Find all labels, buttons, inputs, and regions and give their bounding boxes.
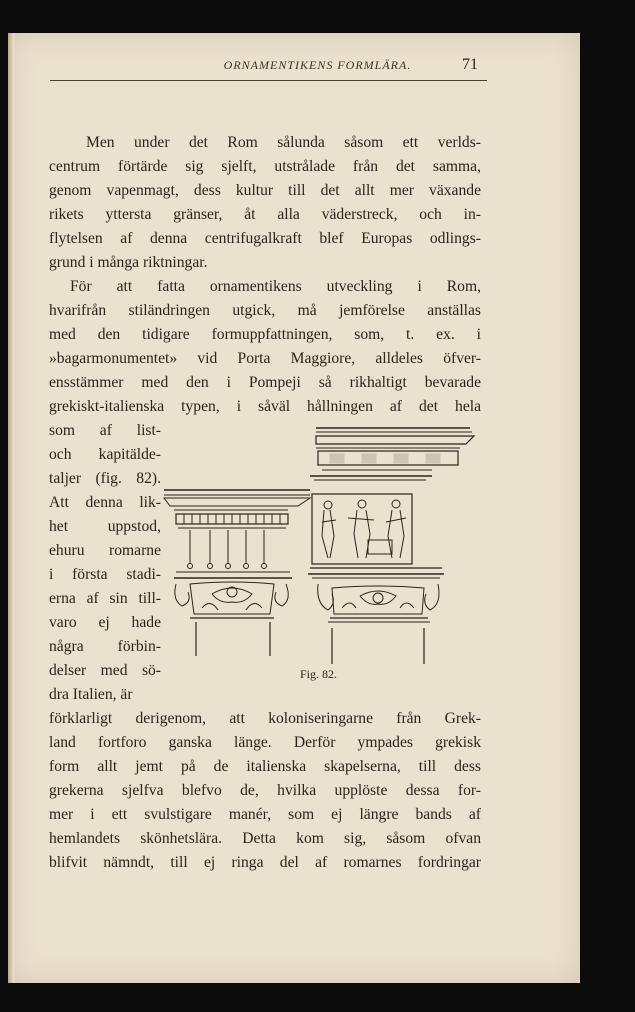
text-line: flytelsen af denna centrifugalkraft blef Europas odlings- xyxy=(49,230,481,247)
text-line: rikets yttersta gränser, åt alla väderstreck, och in- xyxy=(49,206,481,223)
text-line: Men under det Rom sålunda såsom ett verlds- xyxy=(86,134,481,151)
text-line: blifvit nämndt, till ej ringa del af romarnes fordringar xyxy=(49,854,481,871)
text-line: form allt jemt på de italienska skapelserna, till dess xyxy=(49,758,481,775)
text-line-narrow: som af list- xyxy=(49,422,161,439)
text-line-narrow: i första stadi- xyxy=(49,566,161,583)
right-entablature-drawing xyxy=(308,428,474,664)
text-line: ensstämmer med den i Pompeji så rikhaltigt bevarade xyxy=(49,374,481,391)
left-entablature-drawing xyxy=(164,490,310,656)
text-line: grund i många riktningar. xyxy=(49,254,208,271)
text-line: För att fatta ornamentikens utveckling i Rom, xyxy=(70,278,481,295)
text-line-narrow: taljer (fig. 82). xyxy=(49,470,161,487)
text-line-narrow: erna af sin till- xyxy=(49,590,161,607)
text-line-narrow: och kapitälde- xyxy=(49,446,161,463)
text-line: hvarifrån stiländringen utgick, må jemförelse anställas xyxy=(49,302,481,319)
page-spine-shadow xyxy=(8,33,14,983)
text-line: med den tidigare formuppfattningen, som, t. ex. i xyxy=(49,326,481,343)
text-line-narrow: dra Italien, är xyxy=(49,686,133,703)
text-line: förklarligt derigenom, att koloniseringarne från Grek- xyxy=(49,710,481,727)
text-line-narrow: delser med sö- xyxy=(49,662,161,679)
running-title: ORNAMENTIKENS FORMLÄRA. xyxy=(223,58,412,72)
text-line: grekiskt-italienska typen, i såväl hållningen af det hela xyxy=(49,398,481,415)
text-line: hemlandets skönhetslära. Detta kom sig, såsom ofvan xyxy=(49,830,481,847)
text-line: mer i ett svulstigare manér, som ej längre bands af xyxy=(49,806,481,823)
text-line-narrow: Att denna lik- xyxy=(49,494,161,511)
text-line-narrow: varo ej hade xyxy=(49,614,161,631)
header-rule xyxy=(50,80,487,81)
text-line: »bagarmonumentet» vid Porta Maggiore, alldeles öfver- xyxy=(49,350,481,367)
text-line-narrow: några förbin- xyxy=(49,638,161,655)
text-line: land fortforo ganska länge. Derför ympades grekisk xyxy=(49,734,481,751)
figure-caption: Fig. 82. xyxy=(300,667,338,681)
text-line: centrum förtärde sig sjelft, utstrålade från det samma, xyxy=(49,158,481,175)
figure-82-illustration xyxy=(160,418,480,690)
text-line: genom vapenmagt, dess kultur till det allt mer växande xyxy=(49,182,481,199)
text-line: grekerna sjelfva blefvo de, hvilka upplöste dessa for- xyxy=(49,782,481,799)
text-line-narrow: ehuru romarne xyxy=(49,542,161,559)
page-number: 71 xyxy=(462,56,478,73)
text-line-narrow: het uppstod, xyxy=(49,518,161,535)
